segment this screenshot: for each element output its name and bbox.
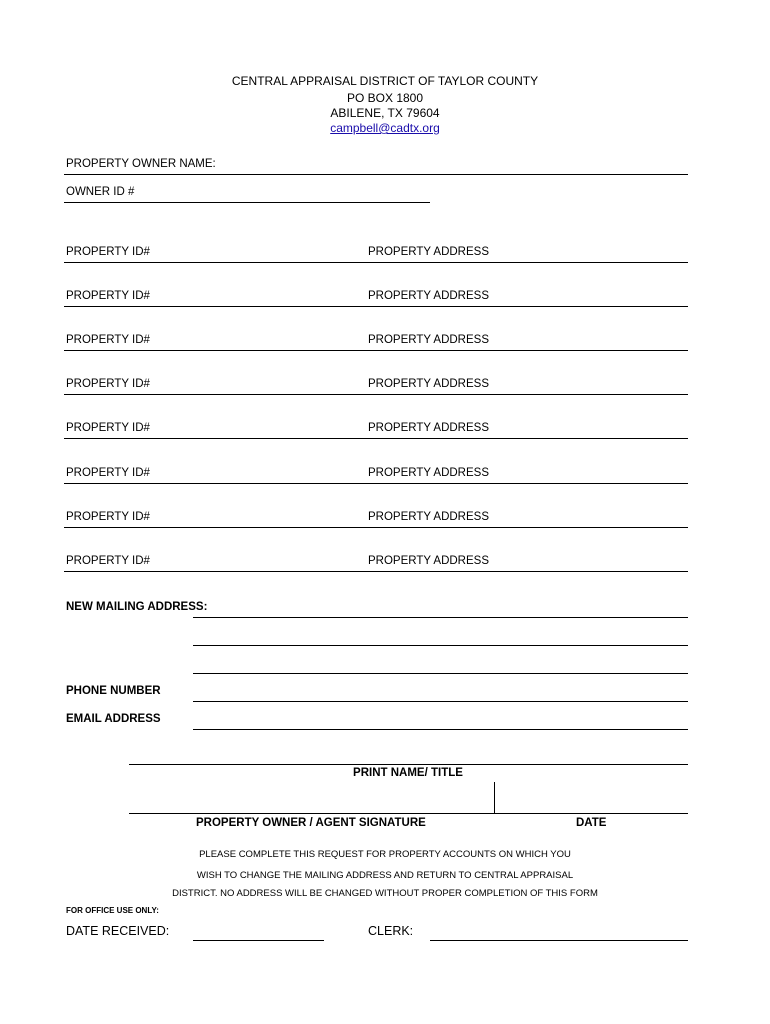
instruction-line-1: PLEASE COMPLETE THIS REQUEST FOR PROPERTY ACCOUNTS ON WHICH YOU — [199, 849, 571, 860]
property-address-label: PROPERTY ADDRESS — [368, 555, 490, 567]
property-address-field[interactable] — [366, 483, 688, 484]
owner-name-field[interactable] — [64, 174, 688, 175]
property-id-field[interactable] — [64, 438, 366, 439]
property-id-label: PROPERTY ID# — [66, 467, 150, 479]
po-box: PO BOX 1800 — [346, 91, 424, 105]
email-link-wrapper — [0, 120, 770, 136]
org-name: CENTRAL APPRAISAL DISTRICT OF TAYLOR COUNTY — [231, 74, 539, 88]
owner-name-label: PROPERTY OWNER NAME: — [66, 158, 216, 170]
property-id-label: PROPERTY ID# — [66, 290, 150, 302]
email-address-label: EMAIL ADDRESS — [66, 713, 161, 725]
owner-id-field[interactable] — [64, 202, 430, 203]
property-id-field[interactable] — [64, 483, 366, 484]
property-id-field[interactable] — [64, 350, 366, 351]
property-id-label: PROPERTY ID# — [66, 511, 150, 523]
property-address-field[interactable] — [366, 262, 688, 263]
property-address-field[interactable] — [366, 394, 688, 395]
instruction-line-2: WISH TO CHANGE THE MAILING ADDRESS AND RETURN TO CENTRAL APPRAISAL — [196, 870, 574, 881]
date-received-label: DATE RECEIVED: — [66, 924, 170, 938]
print-name-field[interactable] — [129, 764, 688, 765]
property-address-field[interactable] — [366, 571, 688, 572]
property-id-field[interactable] — [64, 306, 366, 307]
property-address-label: PROPERTY ADDRESS — [368, 422, 490, 434]
date-received-field[interactable] — [193, 940, 324, 941]
property-address-label: PROPERTY ADDRESS — [368, 378, 490, 390]
email-address-field[interactable] — [193, 729, 688, 730]
property-id-label: PROPERTY ID# — [66, 246, 150, 258]
property-id-field[interactable] — [64, 527, 366, 528]
mailing-address-line-3[interactable] — [193, 673, 688, 674]
clerk-label: CLERK: — [368, 924, 414, 938]
mailing-address-line-2[interactable] — [193, 645, 688, 646]
print-name-label: PRINT NAME/ TITLE — [353, 767, 463, 779]
property-id-field[interactable] — [64, 262, 366, 263]
property-id-field[interactable] — [64, 571, 366, 572]
email-link[interactable]: campbell@cadtx.org — [330, 121, 440, 135]
property-id-label: PROPERTY ID# — [66, 422, 150, 434]
property-id-label: PROPERTY ID# — [66, 378, 150, 390]
instruction-line-3: DISTRICT. NO ADDRESS WILL BE CHANGED WITHOUT PROPER COMPLETION OF THIS FORM — [172, 888, 598, 899]
property-address-label: PROPERTY ADDRESS — [368, 467, 490, 479]
property-id-label: PROPERTY ID# — [66, 555, 150, 567]
phone-number-label: PHONE NUMBER — [66, 685, 161, 697]
property-address-field[interactable] — [366, 350, 688, 351]
property-id-label: PROPERTY ID# — [66, 334, 150, 346]
signature-date-divider — [494, 782, 495, 813]
property-address-label: PROPERTY ADDRESS — [368, 334, 490, 346]
office-use-label: FOR OFFICE USE ONLY: — [66, 906, 159, 915]
phone-number-field[interactable] — [193, 701, 688, 702]
city-state-zip: ABILENE, TX 79604 — [330, 106, 440, 120]
property-address-label: PROPERTY ADDRESS — [368, 290, 490, 302]
date-label: DATE — [576, 817, 607, 829]
signature-label: PROPERTY OWNER / AGENT SIGNATURE — [196, 817, 426, 829]
property-address-field[interactable] — [366, 527, 688, 528]
property-address-field[interactable] — [366, 306, 688, 307]
property-id-field[interactable] — [64, 394, 366, 395]
property-address-field[interactable] — [366, 438, 688, 439]
owner-id-label: OWNER ID # — [66, 186, 135, 198]
property-address-label: PROPERTY ADDRESS — [368, 511, 490, 523]
new-mailing-address-label: NEW MAILING ADDRESS: — [66, 601, 208, 613]
clerk-field[interactable] — [430, 940, 688, 941]
signature-date-field[interactable] — [129, 813, 688, 814]
mailing-address-line-1[interactable] — [193, 617, 688, 618]
property-address-label: PROPERTY ADDRESS — [368, 246, 490, 258]
